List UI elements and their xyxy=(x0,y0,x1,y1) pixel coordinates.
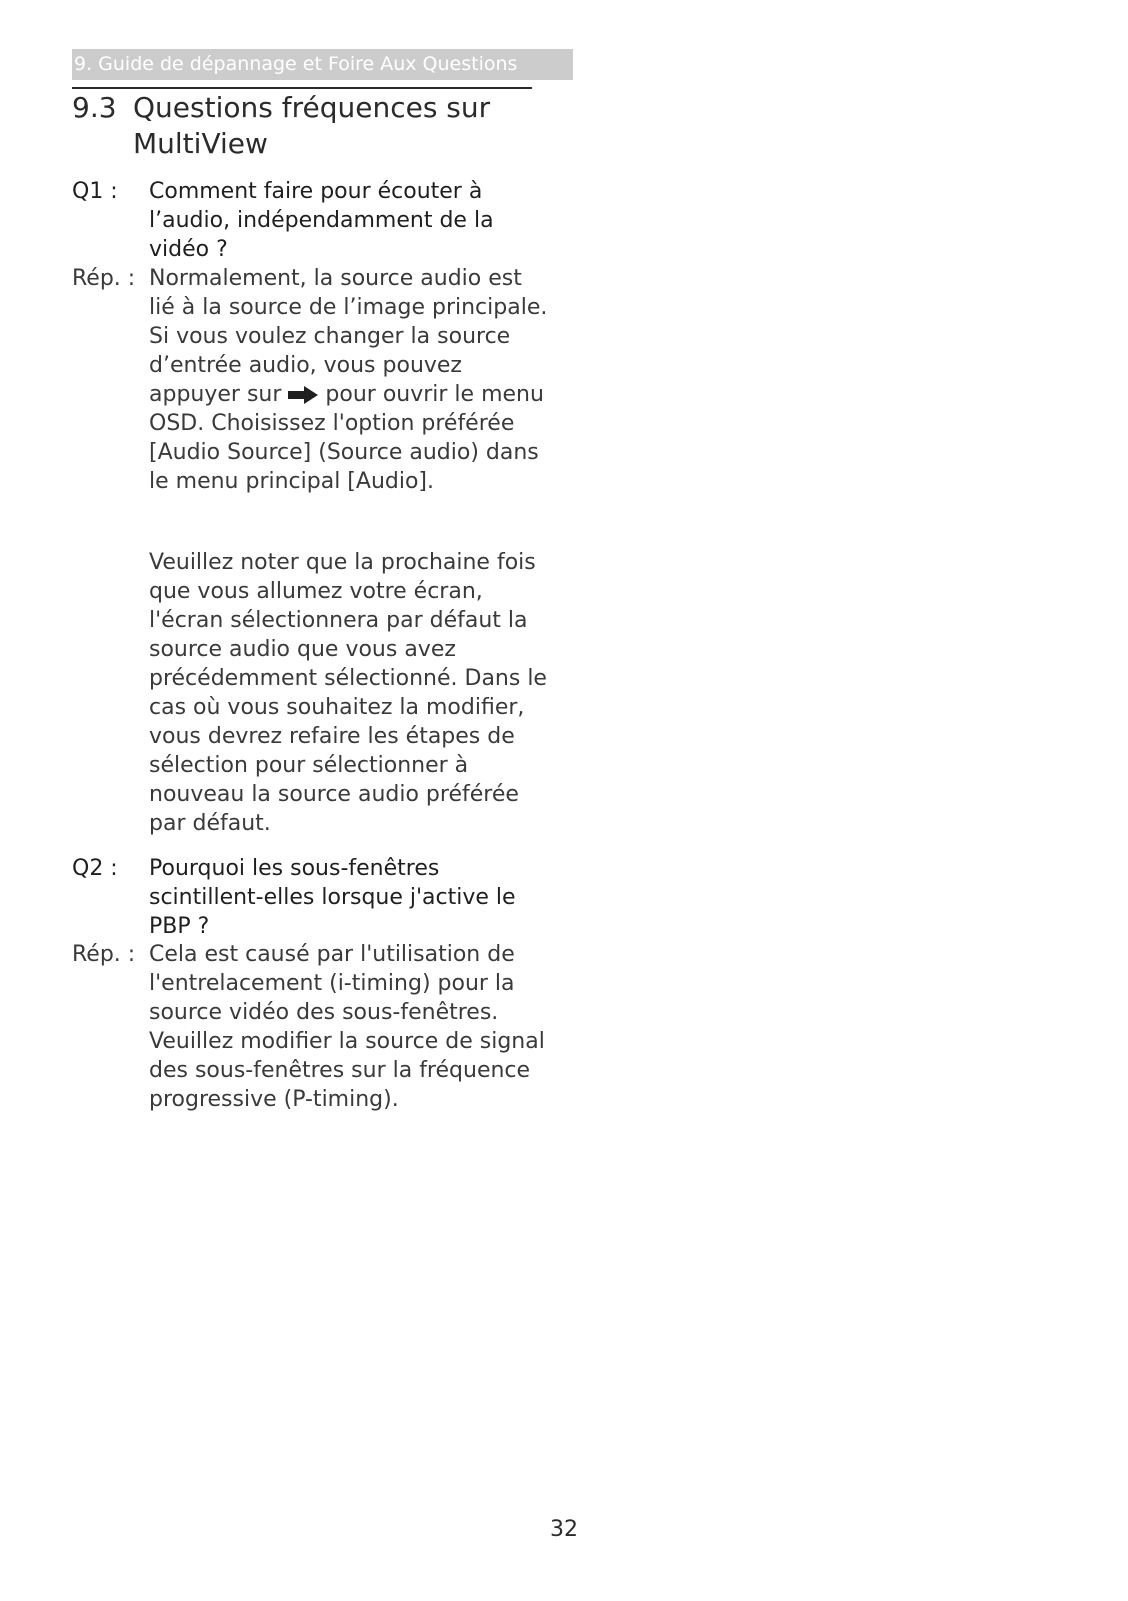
question-text: Comment faire pour écouter à l’audio, indépendamment de la vidéo ? xyxy=(149,179,494,262)
question-label: Q2 : xyxy=(72,856,118,881)
answer-text-part-2: pour ouvrir le menu OSD. Choisissez l'option préférée [Audio Source] (Source audio) dans le menu principal [Audio]. xyxy=(149,382,544,494)
answer-text-part-1: Normalement, la source audio est lié à la source de l’image principale. Si vous voulez changer la source d’entrée audio, vous pouvez appuyer sur xyxy=(149,266,548,407)
answer-note-text: Veuillez noter que la prochaine fois que vous allumez votre écran, l'écran sélectionnera par défaut la source audio que vous avez précédemment sélectionné. Dans le cas où vous souhaitez la modifier, vous devrez refaire les étapes de sélection pour sélectionner à nouveau la source audio préférée par défaut. xyxy=(149,550,547,836)
section-number: 9.3 xyxy=(72,91,117,124)
question-text: Pourquoi les sous-fenêtres scintillent-elles lorsque j'active le PBP ? xyxy=(149,856,516,939)
page-number: 32 xyxy=(550,1517,578,1542)
section-header-tab: 9. Guide de dépannage et Foire Aux Questions xyxy=(72,49,573,80)
answer-label: Rép. : xyxy=(72,942,136,967)
heading-rule xyxy=(72,87,532,89)
question-label: Q1 : xyxy=(72,179,118,204)
answer-text: Cela est causé par l'utilisation de l'entrelacement (i-timing) pour la source vidéo des sous-fenêtres. Veuillez modifier la source de signal des sous-fenêtres sur la fréquence progressive (P-timing). xyxy=(149,942,545,1112)
section-title: Questions fréquences sur MultiView xyxy=(133,91,491,160)
answer-text xyxy=(149,264,549,496)
answer-label: Rép. : xyxy=(72,266,136,291)
right-arrow-icon xyxy=(288,386,318,404)
